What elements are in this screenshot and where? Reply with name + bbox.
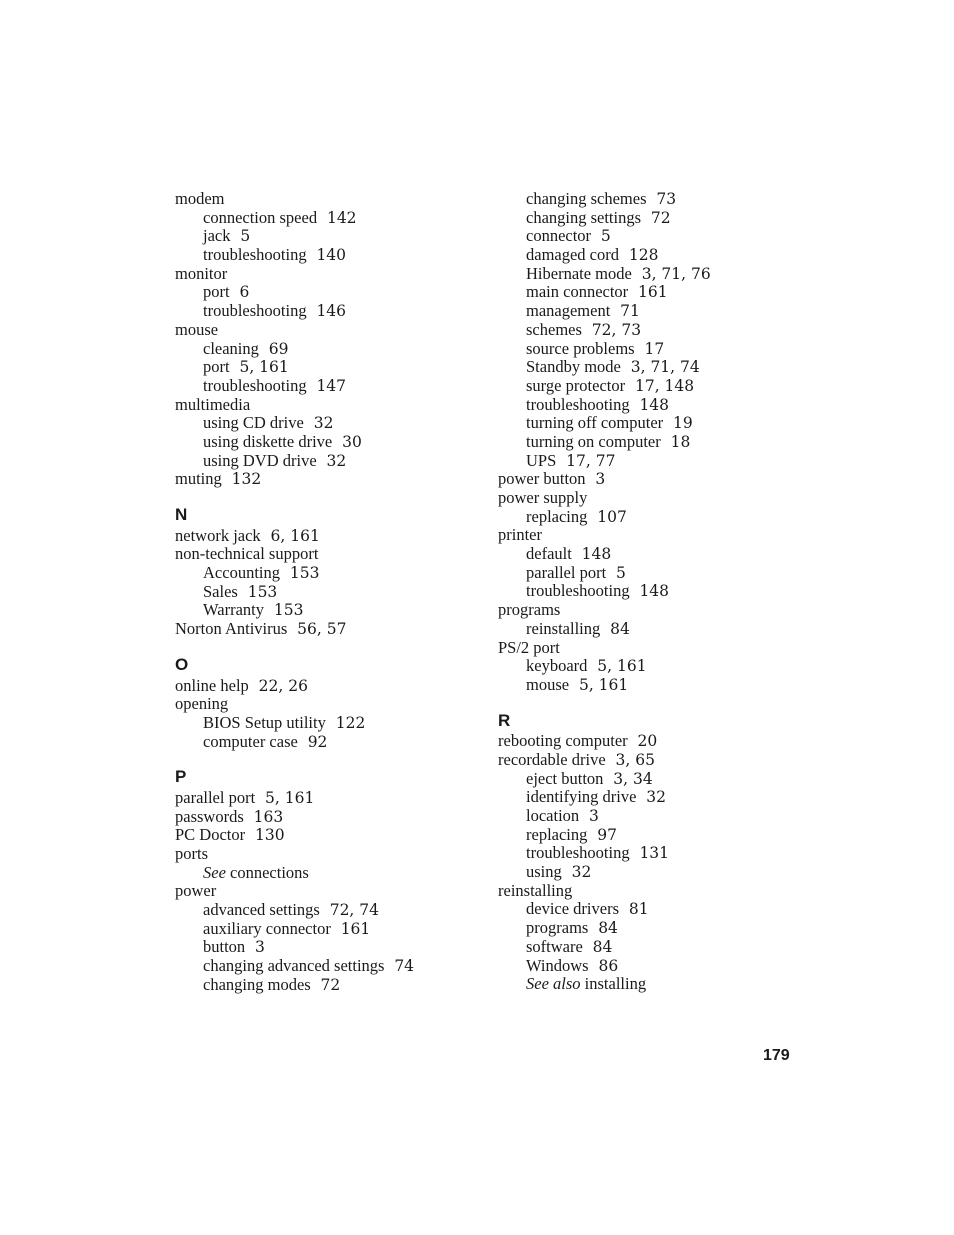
index-term: damaged cord	[526, 245, 619, 265]
index-term: power button	[498, 469, 586, 489]
index-subentry	[175, 564, 475, 583]
index-page-numbers: 148	[639, 582, 670, 601]
index-page-numbers: 74	[394, 957, 415, 976]
index-page-numbers: 32	[646, 788, 667, 807]
index-page-numbers: 161	[340, 919, 371, 938]
index-entry	[175, 321, 475, 340]
index-term: opening	[175, 694, 229, 714]
index-term: changing schemes	[526, 189, 647, 208]
index-term: monitor	[175, 263, 228, 283]
index-subentry	[175, 246, 475, 265]
index-subentry	[498, 283, 798, 302]
index-subentry	[175, 901, 475, 920]
index-entry	[498, 601, 798, 620]
index-page-numbers: 3, 65	[615, 750, 655, 769]
index-term: network jack	[175, 525, 261, 545]
index-page-numbers: 32	[326, 451, 347, 470]
index-subentry	[498, 826, 798, 845]
index-page-numbers: 5, 161	[597, 657, 647, 676]
index-term: connections	[230, 862, 309, 882]
index-subentry	[175, 414, 475, 433]
index-term: changing settings	[526, 207, 642, 227]
index-page-numbers: 5	[240, 227, 251, 246]
index-page-numbers: 3, 71, 74	[630, 358, 700, 377]
index-subentry	[498, 957, 798, 976]
index-term: installing	[584, 974, 647, 994]
index-subentry	[175, 227, 475, 246]
index-page-numbers: 142	[326, 208, 357, 227]
index-term: power	[175, 881, 217, 901]
index-page-numbers: 17	[644, 339, 665, 358]
index-subentry	[498, 938, 798, 957]
index-page-numbers: 148	[581, 545, 612, 564]
index-entry	[175, 545, 475, 564]
index-term: online help	[175, 675, 249, 695]
index-term: BIOS Setup utility	[203, 712, 326, 732]
index-term: parallel port	[526, 562, 607, 582]
index-term: programs	[498, 600, 561, 620]
index-subentry	[175, 433, 475, 452]
index-subentry	[175, 340, 475, 359]
index-page-numbers: 122	[335, 713, 366, 732]
index-page-numbers: 3, 71, 76	[641, 264, 711, 283]
index-term: default	[526, 544, 572, 564]
index-page-numbers: 84	[592, 937, 613, 956]
index-term: keyboard	[526, 656, 588, 676]
index-term: programs	[526, 918, 589, 938]
index-subentry	[175, 583, 475, 602]
index-term: rebooting computer	[498, 731, 628, 751]
index-page-numbers: 3, 34	[613, 769, 653, 788]
index-term: Accounting	[203, 563, 280, 583]
index-page-numbers: 84	[598, 919, 618, 938]
see-reference-label: See also	[526, 974, 581, 994]
index-term: parallel port	[175, 787, 256, 807]
index-term: advanced settings	[203, 900, 320, 920]
index-column-right	[498, 190, 798, 994]
index-subentry	[498, 657, 798, 676]
index-page-numbers: 92	[307, 732, 328, 751]
index-subentry	[175, 976, 475, 995]
index-term: modem	[175, 189, 225, 208]
index-entry	[175, 789, 475, 808]
index-page-numbers: 73	[656, 190, 677, 208]
index-term: using CD drive	[203, 413, 304, 433]
index-page-numbers: 146	[316, 302, 347, 321]
index-subentry	[175, 714, 475, 733]
index-subentry	[498, 321, 798, 340]
index-term: Standby mode	[526, 357, 621, 377]
index-term: identifying drive	[526, 787, 637, 807]
index-term: reinstalling	[526, 618, 601, 638]
index-subentry	[498, 227, 798, 246]
index-subentry	[175, 358, 475, 377]
index-term: troubleshooting	[203, 375, 307, 395]
index-subentry	[498, 676, 798, 695]
index-page-numbers: 161	[638, 283, 668, 302]
index-entry	[498, 470, 798, 489]
index-term: troubleshooting	[526, 394, 630, 414]
index-entry	[175, 808, 475, 827]
index-subentry	[498, 900, 798, 919]
index-entry	[175, 527, 475, 546]
index-page-numbers: 6, 161	[270, 526, 320, 545]
index-page-numbers: 5, 161	[578, 675, 629, 694]
index-page-numbers: 84	[610, 619, 630, 638]
index-page-numbers: 128	[628, 246, 659, 265]
index-entry	[175, 190, 475, 209]
index-subentry	[498, 396, 798, 415]
index-subentry	[175, 938, 475, 957]
index-subentry	[175, 957, 475, 976]
index-page-numbers: 32	[313, 414, 334, 433]
index-page-numbers: 71	[620, 302, 640, 321]
index-term: Norton Antivirus	[175, 619, 288, 639]
index-page-numbers: 32	[571, 863, 592, 882]
index-entry	[498, 751, 798, 770]
index-term: passwords	[175, 806, 244, 826]
index-term: eject button	[526, 768, 604, 788]
index-term: replacing	[526, 824, 588, 844]
index-term: surge protector	[526, 375, 626, 395]
index-term: PS/2 port	[498, 637, 560, 657]
index-subentry	[175, 283, 475, 302]
index-term: PC Doctor	[175, 825, 246, 845]
index-entry	[498, 732, 798, 751]
index-term: Warranty	[203, 600, 264, 620]
index-term: power supply	[498, 488, 588, 507]
index-letter-heading: O	[175, 654, 189, 674]
index-term: device drivers	[526, 899, 619, 919]
index-subentry	[498, 788, 798, 807]
index-term: Hibernate mode	[526, 263, 632, 283]
index-entry	[498, 489, 798, 508]
index-subentry	[498, 545, 798, 564]
index-subentry	[498, 582, 798, 601]
index-entry	[498, 639, 798, 658]
index-term: auxiliary connector	[203, 918, 331, 938]
index-subentry	[498, 190, 798, 209]
index-page-numbers: 22, 26	[258, 676, 308, 695]
index-term: Sales	[203, 581, 238, 601]
index-term: schemes	[526, 319, 582, 339]
index-subentry	[175, 601, 475, 620]
index-entry	[175, 677, 475, 696]
index-term: using DVD drive	[203, 450, 317, 470]
index-term: connection speed	[203, 207, 318, 227]
index-page-numbers: 86	[598, 956, 619, 975]
index-page-numbers: 153	[289, 564, 320, 583]
index-page-numbers: 97	[597, 825, 617, 844]
index-term: troubleshooting	[203, 245, 307, 265]
index-entry	[175, 470, 475, 489]
index-subentry	[175, 920, 475, 939]
see-reference-label: See	[203, 862, 226, 882]
index-term: port	[203, 282, 230, 302]
index-term: changing modes	[203, 974, 311, 994]
index-page-numbers: 72	[650, 208, 671, 227]
index-page-numbers: 5	[616, 563, 626, 582]
index-term: main connector	[526, 282, 629, 302]
index-term: computer case	[203, 731, 298, 751]
index-subentry	[498, 340, 798, 359]
index-page-numbers: 18	[670, 432, 691, 451]
index-entry	[498, 882, 798, 901]
index-page-numbers: 147	[316, 376, 347, 395]
index-subentry	[498, 414, 798, 433]
index-page-numbers: 3	[589, 807, 599, 825]
index-page-numbers: 3	[595, 470, 606, 489]
index-page-numbers: 72, 74	[329, 901, 380, 920]
index-letter-heading: R	[498, 710, 511, 730]
index-entry	[175, 826, 475, 845]
index-term: turning off computer	[526, 413, 664, 433]
index-entry	[498, 526, 798, 545]
index-term: source problems	[526, 338, 635, 358]
index-page-numbers: 19	[673, 414, 693, 433]
index-page-numbers: 163	[253, 807, 284, 826]
index-subentry	[498, 564, 798, 583]
index-page-numbers: 20	[637, 732, 658, 751]
index-page-numbers: 153	[247, 582, 278, 601]
index-subentry	[498, 807, 798, 826]
index-subentry	[498, 620, 798, 639]
index-term: location	[526, 806, 580, 825]
index-term: troubleshooting	[526, 843, 630, 863]
index-term: changing advanced settings	[203, 956, 385, 976]
index-subentry	[498, 452, 798, 471]
index-page-numbers: 6	[239, 283, 250, 302]
index-page-numbers: 72	[320, 975, 341, 994]
index-page-numbers: 148	[639, 395, 670, 414]
index-subentry	[498, 863, 798, 882]
index-term: troubleshooting	[203, 301, 307, 321]
index-page-numbers: 72, 73	[591, 320, 642, 339]
index-term: troubleshooting	[526, 581, 630, 601]
index-term: mouse	[175, 319, 219, 339]
index-page-numbers: 5	[600, 227, 611, 246]
index-term: mouse	[526, 674, 570, 694]
index-subentry	[175, 864, 475, 883]
index-page-numbers: 30	[342, 432, 362, 451]
index-subentry	[175, 452, 475, 471]
index-subentry	[498, 770, 798, 789]
index-term: ports	[175, 844, 208, 863]
index-column-left	[175, 190, 475, 995]
index-subentry	[498, 433, 798, 452]
index-page-numbers: 81	[628, 900, 649, 919]
index-term: non-technical support	[175, 544, 319, 564]
index-term: jack	[203, 226, 231, 246]
index-page-numbers: 131	[639, 844, 670, 863]
index-entry	[175, 396, 475, 415]
index-term: management	[526, 301, 611, 321]
index-page-numbers: 5, 161	[239, 358, 289, 377]
index-term: software	[526, 936, 583, 956]
index-subentry	[498, 302, 798, 321]
index-term: port	[203, 357, 230, 377]
index-entry	[175, 845, 475, 864]
index-subentry	[175, 302, 475, 321]
index-term: turning on computer	[526, 431, 661, 451]
index-subentry	[498, 358, 798, 377]
index-page-numbers: 132	[231, 470, 262, 489]
index-term: button	[203, 937, 246, 957]
index-term: reinstalling	[498, 880, 573, 900]
index-page-numbers: 140	[316, 246, 347, 265]
index-term: recordable drive	[498, 749, 606, 769]
index-subentry	[498, 508, 798, 527]
index-page-numbers: 69	[268, 339, 289, 358]
index-term: multimedia	[175, 394, 251, 414]
page-number: 179	[763, 1047, 790, 1064]
index-term: Windows	[526, 955, 589, 975]
index-entry	[175, 620, 475, 639]
index-term: printer	[498, 525, 542, 545]
index-term: using	[526, 862, 562, 882]
index-subentry	[498, 377, 798, 396]
index-subentry	[498, 265, 798, 284]
index-letter-heading: P	[175, 767, 187, 787]
index-page-numbers: 5, 161	[265, 788, 315, 807]
index-page-numbers: 153	[273, 601, 304, 620]
index-term: UPS	[526, 450, 557, 470]
index-page-numbers: 56, 57	[297, 620, 347, 639]
index-entry	[175, 882, 475, 901]
index-subentry	[498, 975, 798, 994]
index-page-numbers: 3	[255, 938, 265, 957]
index-subentry	[498, 209, 798, 228]
index-entry	[175, 695, 475, 714]
index-entry	[175, 265, 475, 284]
index-subentry	[498, 844, 798, 863]
index-term: cleaning	[203, 338, 259, 358]
index-letter-heading: N	[175, 505, 188, 524]
index-subentry	[498, 246, 798, 265]
index-term: connector	[526, 226, 592, 246]
index-subentry	[175, 209, 475, 228]
index-page-numbers: 17, 148	[634, 376, 695, 395]
index-subentry	[498, 919, 798, 938]
index-term: replacing	[526, 506, 588, 526]
index-subentry	[175, 377, 475, 396]
index-page-numbers: 130	[254, 826, 285, 845]
index-term: using diskette drive	[203, 431, 333, 451]
index-subentry	[175, 733, 475, 752]
index-page-numbers: 107	[597, 507, 627, 526]
index-term: muting	[175, 469, 222, 489]
index-page-numbers: 17, 77	[566, 451, 616, 470]
